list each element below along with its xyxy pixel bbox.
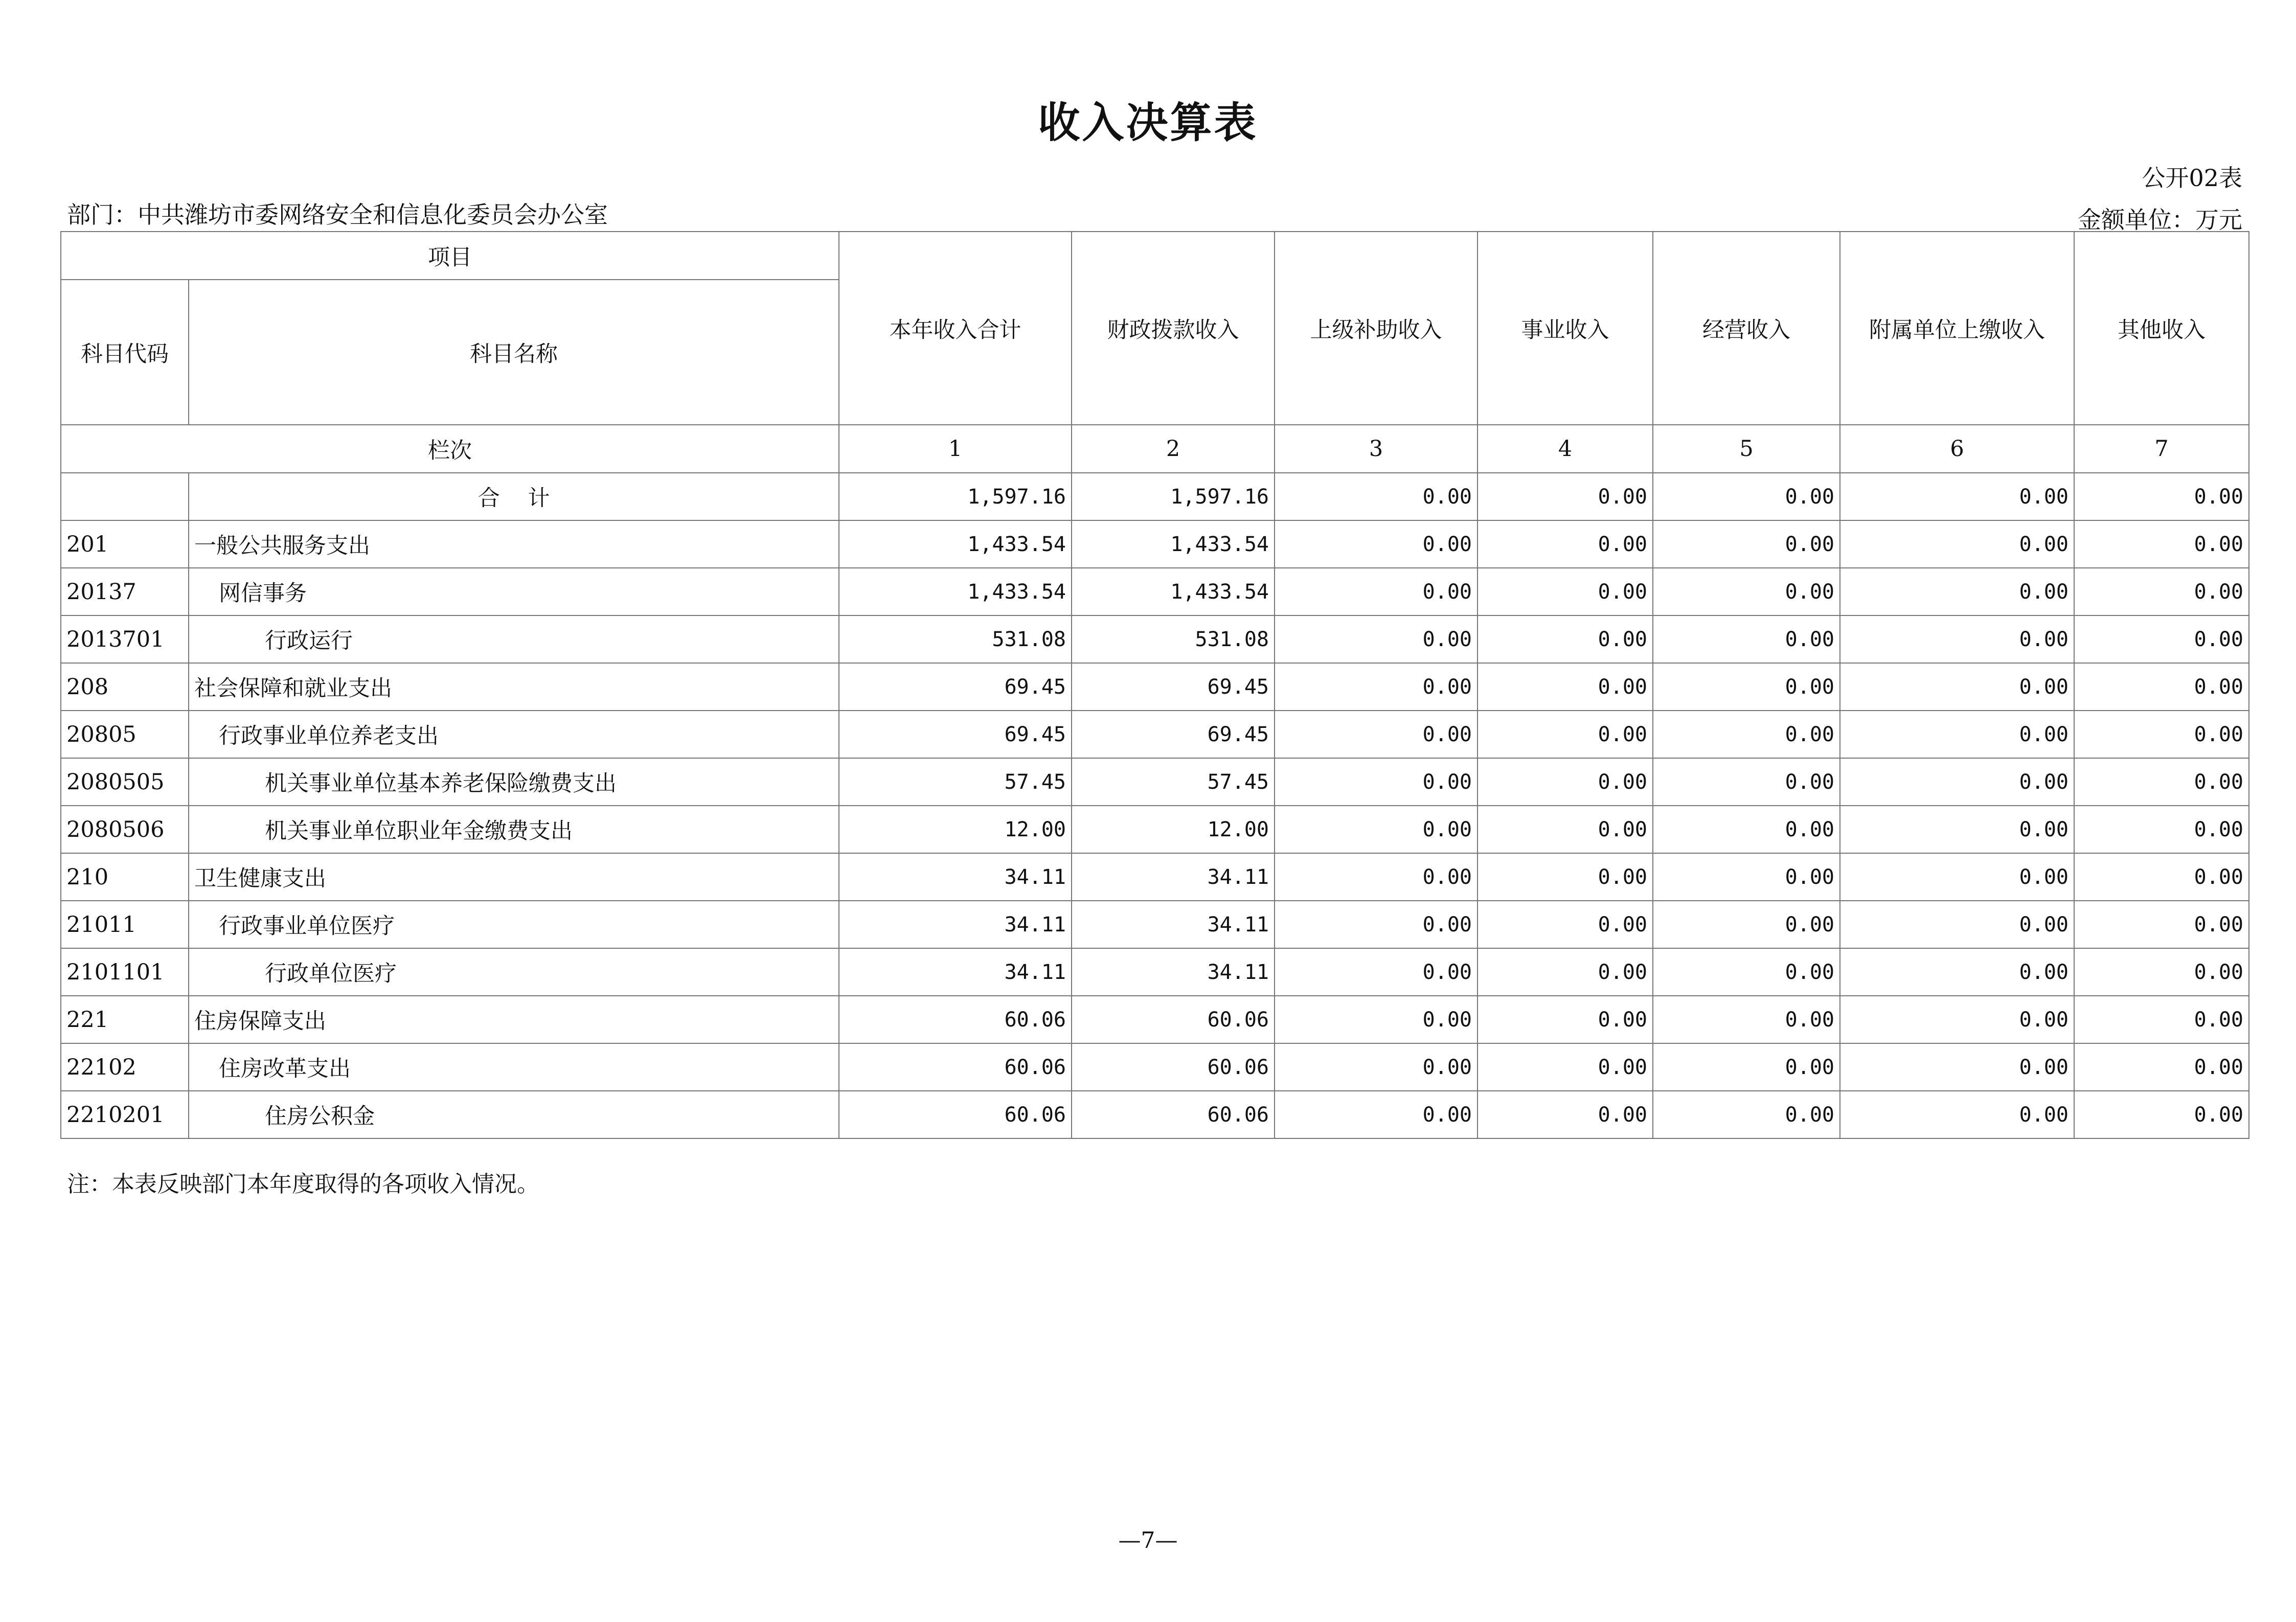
amount-cell: 60.06 (839, 1043, 1072, 1091)
amount-cell: 0.00 (2074, 615, 2249, 663)
table-note: 注：本表反映部门本年度取得的各项收入情况。 (67, 1171, 539, 1197)
amount-cell: 0.00 (1653, 615, 1840, 663)
amount-cell: 0.00 (1653, 853, 1840, 901)
amount-cell: 0.00 (1840, 758, 2074, 806)
header-col-4: 事业收入 (1477, 232, 1653, 425)
subject-name: 机关事业单位基本养老保险缴费支出 (189, 758, 839, 806)
amount-cell: 57.45 (839, 758, 1072, 806)
amount-cell: 0.00 (1275, 520, 1477, 568)
amount-cell: 0.00 (1477, 520, 1653, 568)
amount-cell: 34.11 (839, 853, 1072, 901)
total-value: 1,597.16 (1072, 473, 1275, 520)
amount-cell: 0.00 (1275, 758, 1477, 806)
total-value: 0.00 (2074, 473, 2249, 520)
header-col-6: 附属单位上缴收入 (1840, 232, 2074, 425)
amount-cell: 0.00 (1275, 615, 1477, 663)
amount-cell: 0.00 (1275, 711, 1477, 758)
amount-cell: 0.00 (1653, 758, 1840, 806)
amount-cell: 0.00 (1477, 711, 1653, 758)
amount-cell: 0.00 (1840, 996, 2074, 1043)
amount-cell: 0.00 (1275, 901, 1477, 948)
amount-cell: 0.00 (1653, 948, 1840, 996)
amount-cell: 0.00 (1275, 996, 1477, 1043)
amount-cell: 0.00 (1653, 711, 1840, 758)
header-name: 科目名称 (189, 280, 839, 425)
amount-cell: 34.11 (839, 901, 1072, 948)
table-row (61, 996, 2249, 1043)
amount-cell: 0.00 (1477, 901, 1653, 948)
amount-cell: 0.00 (2074, 948, 2249, 996)
amount-cell: 34.11 (1072, 901, 1275, 948)
amount-cell: 69.45 (839, 711, 1072, 758)
amount-cell: 0.00 (1653, 806, 1840, 853)
amount-cell: 0.00 (2074, 758, 2249, 806)
amount-cell: 1,433.54 (839, 568, 1072, 615)
amount-cell: 69.45 (839, 663, 1072, 711)
amount-cell: 0.00 (1653, 663, 1840, 711)
subject-name: 网信事务 (189, 568, 839, 615)
amount-cell: 0.00 (1275, 1043, 1477, 1091)
amount-cell: 0.00 (1653, 996, 1840, 1043)
amount-cell: 0.00 (1653, 1091, 1840, 1138)
amount-cell: 0.00 (2074, 520, 2249, 568)
subject-code: 2013701 (61, 615, 189, 663)
table-row (61, 853, 2249, 901)
amount-cell: 0.00 (1840, 1091, 2074, 1138)
subject-name: 住房改革支出 (189, 1043, 839, 1091)
amount-cell: 531.08 (839, 615, 1072, 663)
amount-cell: 0.00 (1477, 806, 1653, 853)
table-row (61, 806, 2249, 853)
amount-cell: 0.00 (1275, 806, 1477, 853)
amount-cell: 0.00 (2074, 1091, 2249, 1138)
amount-cell: 0.00 (1840, 615, 2074, 663)
amount-cell: 1,433.54 (1072, 568, 1275, 615)
amount-cell: 34.11 (1072, 853, 1275, 901)
amount-cell: 57.45 (1072, 758, 1275, 806)
amount-cell: 60.06 (839, 996, 1072, 1043)
amount-cell: 0.00 (1840, 806, 2074, 853)
col-num-5: 5 (1653, 425, 1840, 473)
amount-cell: 531.08 (1072, 615, 1275, 663)
subject-code: 22102 (61, 1043, 189, 1091)
header-project: 项目 (61, 232, 839, 280)
form-number: 公开02表 (2142, 164, 2242, 192)
header-col-5: 经营收入 (1653, 232, 1840, 425)
amount-cell: 0.00 (1653, 568, 1840, 615)
subject-code: 2080506 (61, 806, 189, 853)
amount-cell: 1,433.54 (1072, 520, 1275, 568)
amount-cell: 0.00 (1477, 1091, 1653, 1138)
amount-cell: 69.45 (1072, 663, 1275, 711)
amount-cell: 0.00 (2074, 853, 2249, 901)
col-num-1: 1 (839, 425, 1072, 473)
amount-cell: 60.06 (839, 1091, 1072, 1138)
col-num-4: 4 (1477, 425, 1653, 473)
amount-cell: 0.00 (2074, 568, 2249, 615)
amount-cell: 0.00 (1275, 948, 1477, 996)
amount-cell: 0.00 (1840, 520, 2074, 568)
amount-cell: 1,433.54 (839, 520, 1072, 568)
amount-cell: 0.00 (1840, 901, 2074, 948)
amount-cell: 0.00 (1653, 901, 1840, 948)
total-label: 合 计 (189, 473, 839, 520)
subject-name: 住房保障支出 (189, 996, 839, 1043)
col-num-6: 6 (1840, 425, 2074, 473)
subject-name: 行政事业单位医疗 (189, 901, 839, 948)
subject-name: 机关事业单位职业年金缴费支出 (189, 806, 839, 853)
amount-cell: 0.00 (1840, 948, 2074, 996)
subject-name: 住房公积金 (189, 1091, 839, 1138)
amount-cell: 69.45 (1072, 711, 1275, 758)
amount-cell: 0.00 (1477, 758, 1653, 806)
table-row (61, 663, 2249, 711)
amount-cell: 60.06 (1072, 1091, 1275, 1138)
amount-cell: 0.00 (1840, 711, 2074, 758)
table-row (61, 901, 2249, 948)
subject-name: 行政单位医疗 (189, 948, 839, 996)
table-row (61, 711, 2249, 758)
subject-name: 行政运行 (189, 615, 839, 663)
total-value: 0.00 (1653, 473, 1840, 520)
amount-cell: 0.00 (1275, 568, 1477, 615)
column-number-row (61, 425, 2249, 473)
header-col-1: 本年收入合计 (839, 232, 1072, 425)
amount-cell: 0.00 (1653, 520, 1840, 568)
subject-code: 20805 (61, 711, 189, 758)
amount-cell: 60.06 (1072, 996, 1275, 1043)
amount-cell: 0.00 (1477, 663, 1653, 711)
amount-cell: 0.00 (2074, 996, 2249, 1043)
header-col-2: 财政拨款收入 (1072, 232, 1275, 425)
amount-cell: 0.00 (1477, 853, 1653, 901)
col-num-2: 2 (1072, 425, 1275, 473)
subject-name: 行政事业单位养老支出 (189, 711, 839, 758)
table-row (61, 1091, 2249, 1138)
page-title: 收入决算表 (1038, 99, 1258, 147)
total-value: 1,597.16 (839, 473, 1072, 520)
subject-code: 2101101 (61, 948, 189, 996)
unit-label: 金额单位：万元 (2078, 206, 2242, 234)
subject-code: 2210201 (61, 1091, 189, 1138)
amount-cell: 60.06 (1072, 1043, 1275, 1091)
amount-cell: 12.00 (1072, 806, 1275, 853)
amount-cell: 0.00 (1477, 568, 1653, 615)
amount-cell: 0.00 (1840, 568, 2074, 615)
header-col-3: 上级补助收入 (1275, 232, 1477, 425)
subject-name: 卫生健康支出 (189, 853, 839, 901)
header-col-7: 其他收入 (2074, 232, 2249, 425)
amount-cell: 0.00 (1477, 996, 1653, 1043)
amount-cell: 0.00 (1477, 615, 1653, 663)
header-row-1 (61, 232, 2249, 280)
total-row (61, 473, 2249, 520)
table-row (61, 520, 2249, 568)
department-label: 部门：中共潍坊市委网络安全和信息化委员会办公室 (67, 201, 608, 229)
total-value: 0.00 (1840, 473, 2074, 520)
table-row (61, 1043, 2249, 1091)
subject-code: 208 (61, 663, 189, 711)
subject-code: 210 (61, 853, 189, 901)
amount-cell: 34.11 (1072, 948, 1275, 996)
subject-code: 20137 (61, 568, 189, 615)
subject-name: 一般公共服务支出 (189, 520, 839, 568)
subject-code: 21011 (61, 901, 189, 948)
subject-code: 221 (61, 996, 189, 1043)
table-row (61, 948, 2249, 996)
total-value: 0.00 (1477, 473, 1653, 520)
col-num-3: 3 (1275, 425, 1477, 473)
page-number: —7— (1118, 1527, 1178, 1554)
amount-cell: 0.00 (1840, 663, 2074, 711)
table-row (61, 568, 2249, 615)
amount-cell: 0.00 (1840, 853, 2074, 901)
header-code: 科目代码 (61, 280, 189, 425)
amount-cell: 0.00 (1275, 663, 1477, 711)
amount-cell: 34.11 (839, 948, 1072, 996)
amount-cell: 0.00 (2074, 901, 2249, 948)
amount-cell: 0.00 (1653, 1043, 1840, 1091)
amount-cell: 12.00 (839, 806, 1072, 853)
amount-cell: 0.00 (2074, 663, 2249, 711)
subject-code: 201 (61, 520, 189, 568)
total-code-cell (61, 473, 189, 520)
amount-cell: 0.00 (1275, 1091, 1477, 1138)
subject-code: 2080505 (61, 758, 189, 806)
amount-cell: 0.00 (2074, 806, 2249, 853)
amount-cell: 0.00 (2074, 1043, 2249, 1091)
subject-name: 社会保障和就业支出 (189, 663, 839, 711)
amount-cell: 0.00 (1840, 1043, 2074, 1091)
col-num-7: 7 (2074, 425, 2249, 473)
amount-cell: 0.00 (1275, 853, 1477, 901)
amount-cell: 0.00 (1477, 1043, 1653, 1091)
amount-cell: 0.00 (1477, 948, 1653, 996)
income-table (60, 231, 2249, 1139)
amount-cell: 0.00 (2074, 711, 2249, 758)
total-value: 0.00 (1275, 473, 1477, 520)
lanci-label: 栏次 (61, 425, 839, 473)
table-row (61, 615, 2249, 663)
table-row (61, 758, 2249, 806)
